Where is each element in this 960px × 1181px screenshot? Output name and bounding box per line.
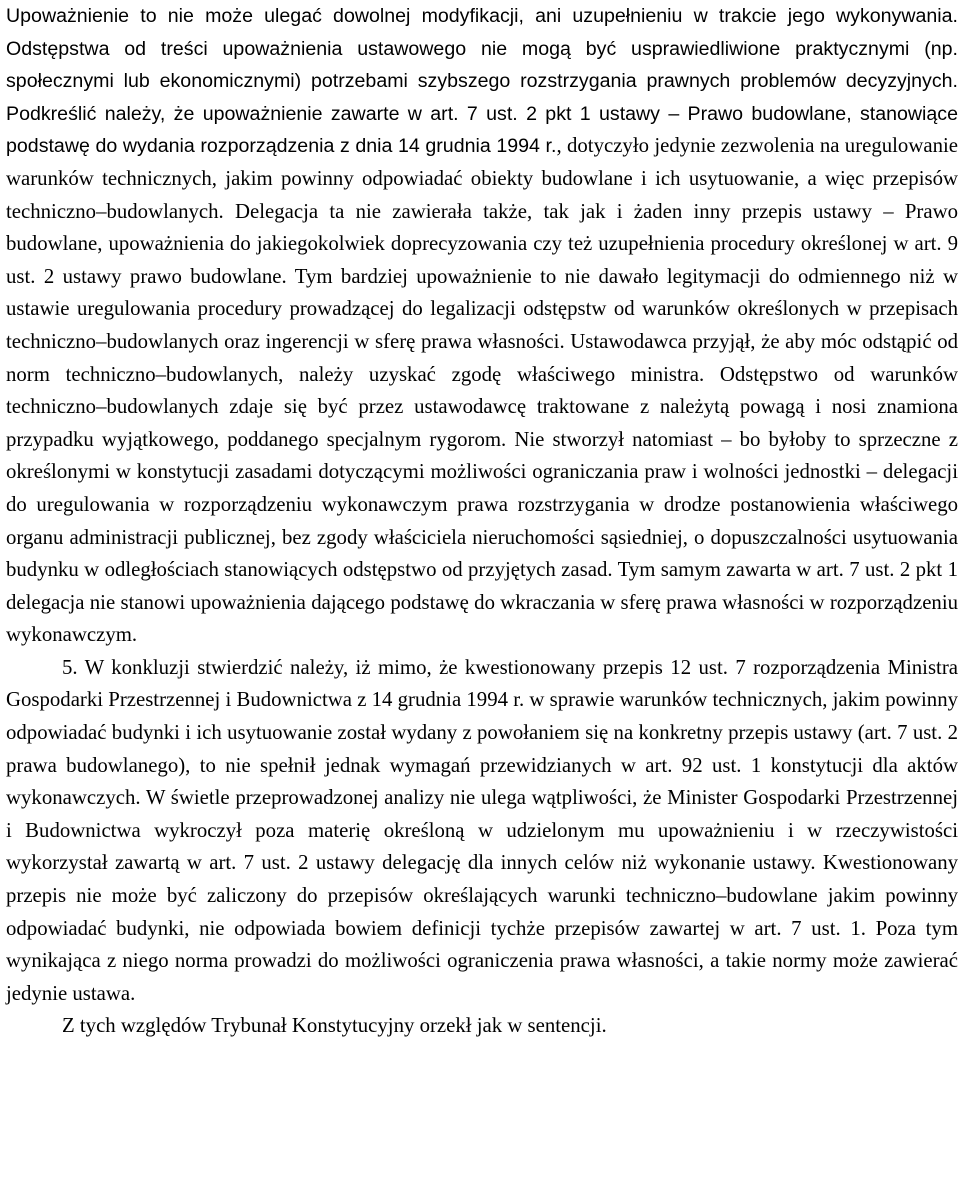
paragraph-1-sans-segment: Upoważnienie to nie może ulegać dowolnej modyfikacji, ani uzupełnieniu w trakcie jego wykonywania. Odstępstwa od treści upoważnienia ustawowego nie mogą być usprawiedliwione praktycznymi (np. społecznymi lub ekonomicznymi) potrzebami szybszego rozstrzygania prawnych problemów decyzyjnych. Podkreślić należy, że upoważnienie zawarte w art. 7 ust. 2 pkt 1 ustawy – Prawo budowlane, stanowiące podstawę do wydania rozporządzenia z dnia 14 grudnia 1994 r.	[6, 5, 958, 158]
paragraph-3	[6, 1010, 958, 1043]
paragraph-1	[6, 0, 958, 652]
paragraph-2	[6, 652, 958, 1011]
paragraph-1-serif-segment: , dotyczyło jedynie zezwolenia na uregulowanie warunków technicznych, jakim powinny odpowiadać obiekty budowlane i ich usytuowanie, a więc przepisów techniczno–budowlanych. Delegacja ta nie zawierała także, tak jak i żaden inny przepis ustawy – Prawo budowlane, upoważnienia do jakiegokolwiek doprecyzowania czy też uzupełnienia procedury określonej w art. 9 ust. 2 ustawy prawo budowlane. Tym bardziej upoważnienie to nie dawało legitymacji do odmiennego niż w ustawie uregulowania procedury prowadzącej do legalizacji odstępstw od warunków określonych w przepisach techniczno–budowlanych oraz ingerencji w sferę prawa własności. Ustawodawca przyjął, że aby móc odstąpić od norm techniczno–budowlanych, należy uzyskać zgodę właściwego ministra. Odstępstwo od warunków techniczno–budowlanych zdaje się być przez ustawodawcę traktowane z należytą powagą i nosi znamiona przypadku wyjątkowego, poddanego specjalnym rygorom. Nie stworzył natomiast – bo byłoby to sprzeczne z określonymi w konstytucji zasadami dotyczącymi możliwości ograniczania praw i wolności jednostki – delegacji do uregulowania w rozporządzeniu wykonawczym prawa rozstrzygania w drodze postanowienia właściwego organu administracji publicznej, bez zgody właściciela nieruchomości sąsiedniej, o dopuszczalności usytuowania budynku w odległościach stanowiących odstępstwo od przyjętych zasad. Tym samym zawarta w art. 7 ust. 2 pkt 1 delegacja nie stanowi upoważnienia dającego podstawę do wkraczania w sferę prawa własności w rozporządzeniu wykonawczym.	[6, 134, 958, 647]
paragraph-2-text: 5. W konkluzji stwierdzić należy, iż mimo, że kwestionowany przepis 12 ust. 7 rozporządzenia Ministra Gospodarki Przestrzennej i Budownictwa z 14 grudnia 1994 r. w sprawie warunków technicznych, jakim powinny odpowiadać budynki i ich usytuowanie został wydany z powołaniem się na konkretny przepis ustawy (art. 7 ust. 2 prawa budowlanego), to nie spełnił jednak wymagań przewidzianych w art. 92 ust. 1 konstytucji dla aktów wykonawczych. W świetle przeprowadzonej analizy nie ulega wątpliwości, że Minister Gospodarki Przestrzennej i Budownictwa wykroczył poza materię określoną w udzielonym mu upoważnieniu i w rzeczywistości wykorzystał zawartą w art. 7 ust. 2 ustawy delegację dla innych celów niż wykonanie ustawy. Kwestionowany przepis nie może być zaliczony do przepisów określających warunki techniczno–budowlane jakim powinny odpowiadać budynki, nie odpowiada bowiem definicji tychże przepisów zawartej w art. 7 ust. 1. Poza tym wynikająca z niego norma prowadzi do możliwości ograniczenia prawa własności, a takie normy może zawierać jedynie ustawa.	[6, 655, 958, 1005]
paragraph-3-text: Z tych względów Trybunał Konstytucyjny orzekł jak w sentencji.	[62, 1014, 607, 1038]
